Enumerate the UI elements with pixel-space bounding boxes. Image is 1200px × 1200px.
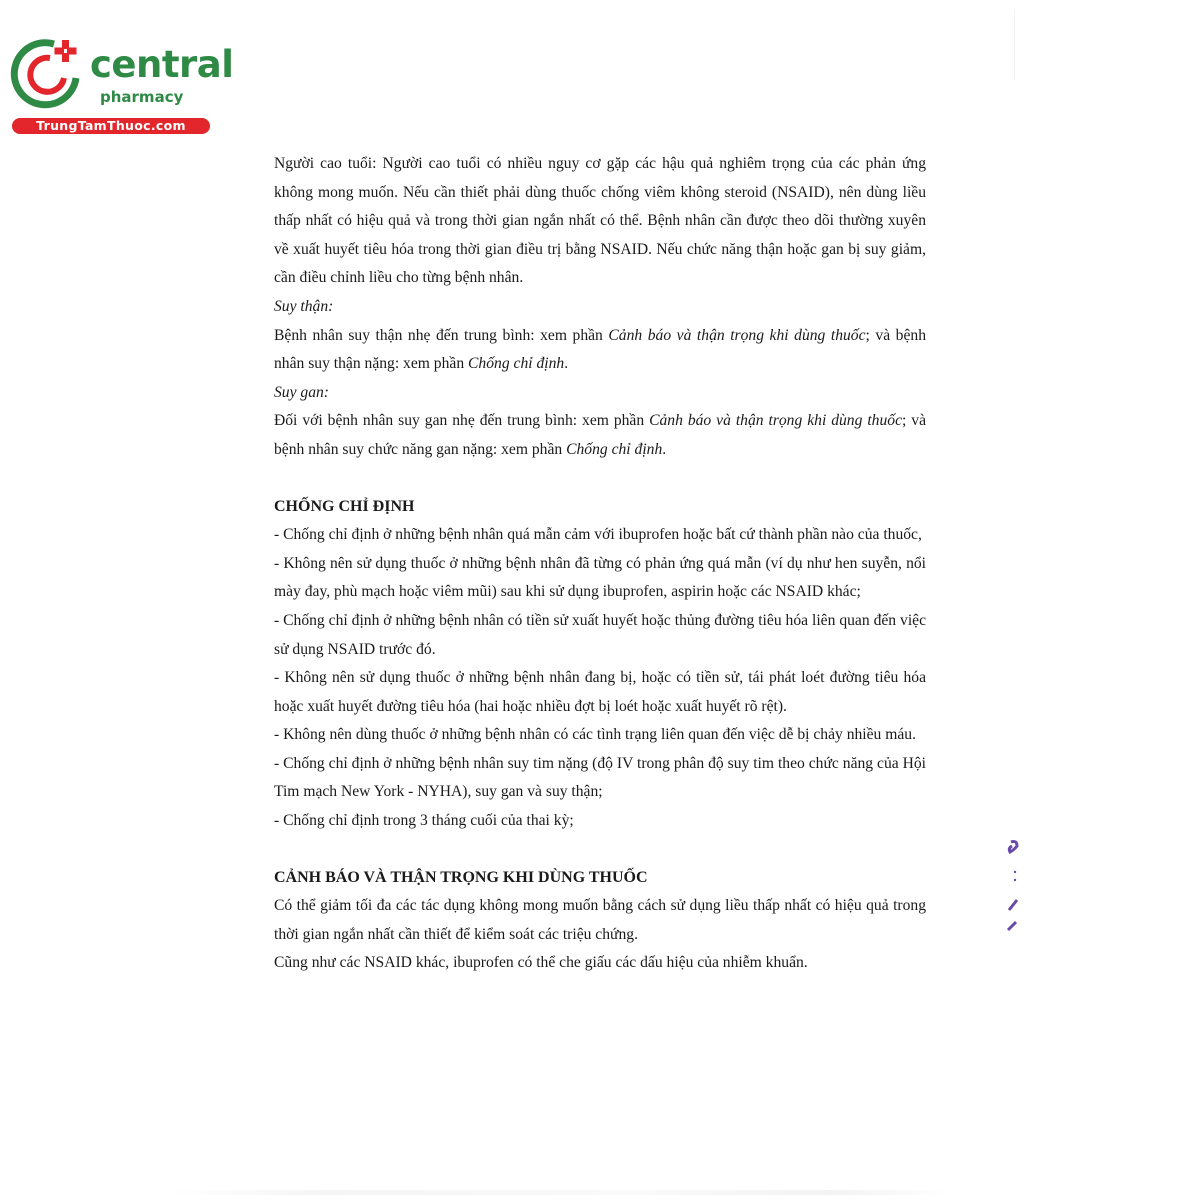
section-spacer bbox=[274, 465, 926, 493]
renal-impairment-paragraph bbox=[274, 322, 926, 379]
section-spacer bbox=[274, 836, 926, 864]
contraindication-item: - Chống chỉ định ở những bệnh nhân quá mẫn cảm với ibuprofen hoặc bất cứ thành phần nào của thuốc, bbox=[274, 526, 922, 544]
renal-impairment-heading: Suy thận: bbox=[274, 297, 334, 315]
logo-website-link[interactable]: TrungTamThuoc.com bbox=[12, 118, 210, 134]
renal-ref-warnings: Cảnh báo và thận trọng khi dùng thuốc bbox=[608, 326, 866, 344]
contraindication-item: - Chống chỉ định trong 3 tháng cuối của thai kỳ; bbox=[274, 812, 574, 830]
logo-brand-text: central bbox=[90, 43, 234, 86]
scan-edge-line bbox=[1014, 10, 1015, 80]
contraindications-heading: CHỐNG CHỈ ĐỊNH bbox=[274, 497, 415, 515]
hepatic-ref-contraindications: Chống chỉ định bbox=[566, 440, 663, 458]
document-body bbox=[274, 150, 926, 978]
contraindication-item: - Không nên sử dụng thuốc ở những bệnh nhân đang bị, hoặc có tiền sử, tái phát loét đường tiêu hóa hoặc xuất huyết đường tiêu hóa (hai hoặc nhiều đợt bị loét hoặc xuất huyết rõ rệt). bbox=[274, 669, 926, 715]
contraindication-item: - Không nên sử dụng thuốc ở những bệnh nhân đã từng có phản ứng quá mẫn (ví dụ như hen suyễn, nổi mày đay, phù mạch hoặc viêm mũi) sau khi sử dụng ibuprofen, aspirin hoặc các NSAID khác; bbox=[274, 554, 926, 601]
hepatic-impairment-heading: Suy gan: bbox=[274, 383, 329, 401]
renal-text-2: ; và bệnh nhân suy thận nặng: xem phần bbox=[274, 326, 926, 373]
warnings-paragraph: Có thể giảm tối đa các tác dụng không mong muốn bằng cách sử dụng liều thấp nhất có hiệu quả trong thời gian ngắn nhất cần thiết để kiểm soát các triệu chứng. bbox=[274, 897, 926, 943]
renal-text-3: . bbox=[564, 355, 569, 373]
hepatic-impairment-paragraph bbox=[274, 407, 926, 464]
renal-ref-contraindications: Chống chỉ định bbox=[468, 355, 565, 373]
elderly-paragraph: Người cao tuổi: Người cao tuổi có nhiều nguy cơ gặp các hậu quả nghiêm trọng của các phản ứng không mong muốn. Nếu cần thiết phải dùng thuốc chống viêm không steroid (NSAID), nên dùng liều thấp nhất có hiệu quả và trong thời gian ngắn nhất có thể. Bệnh nhân cần được theo dõi thường xuyên về xuất huyết tiêu hóa trong thời gian điều trị bằng NSAID. Nếu chức năng thận hoặc gan bị suy giảm, cần điều chỉnh liều cho từng bệnh nhân. bbox=[274, 155, 926, 287]
pharmacy-cross-ring-icon bbox=[10, 38, 82, 110]
scan-bottom-artifact bbox=[170, 1190, 950, 1195]
logo-subtitle: pharmacy bbox=[100, 88, 184, 106]
renal-text-1: Bệnh nhân suy thận nhẹ đến trung bình: xem phần bbox=[274, 326, 609, 344]
contraindication-item: - Chống chỉ định ở những bệnh nhân suy tim nặng (độ IV trong phân độ suy tim theo chức năng của Hội Tim mạch New York - NYHA), suy gan và suy thận; bbox=[274, 754, 926, 801]
contraindication-item: - Không nên dùng thuốc ở những bệnh nhân có các tình trạng liên quan đến việc dễ bị chảy nhiều máu. bbox=[274, 726, 917, 744]
warnings-paragraph: Cũng như các NSAID khác, ibuprofen có thể che giấu các dấu hiệu của nhiễm khuẩn. bbox=[274, 954, 808, 972]
stamp-fragment-icon bbox=[1004, 838, 1024, 933]
central-pharmacy-logo bbox=[10, 38, 234, 138]
hepatic-text-3: . bbox=[662, 440, 667, 458]
hepatic-text-2: ; và bệnh nhân suy chức năng gan nặng: xem phần bbox=[274, 412, 926, 458]
warnings-heading: CẢNH BÁO VÀ THẬN TRỌNG KHI DÙNG THUỐC bbox=[274, 868, 648, 886]
hepatic-text-1: Đối với bệnh nhân suy gan nhẹ đến trung bình: xem phần bbox=[274, 412, 650, 430]
hepatic-ref-warnings: Cảnh báo và thận trọng khi dùng thuốc bbox=[649, 412, 902, 430]
contraindication-item: - Chống chỉ định ở những bệnh nhân có tiền sử xuất huyết hoặc thủng đường tiêu hóa liên quan đến việc sử dụng NSAID trước đó. bbox=[274, 611, 926, 658]
